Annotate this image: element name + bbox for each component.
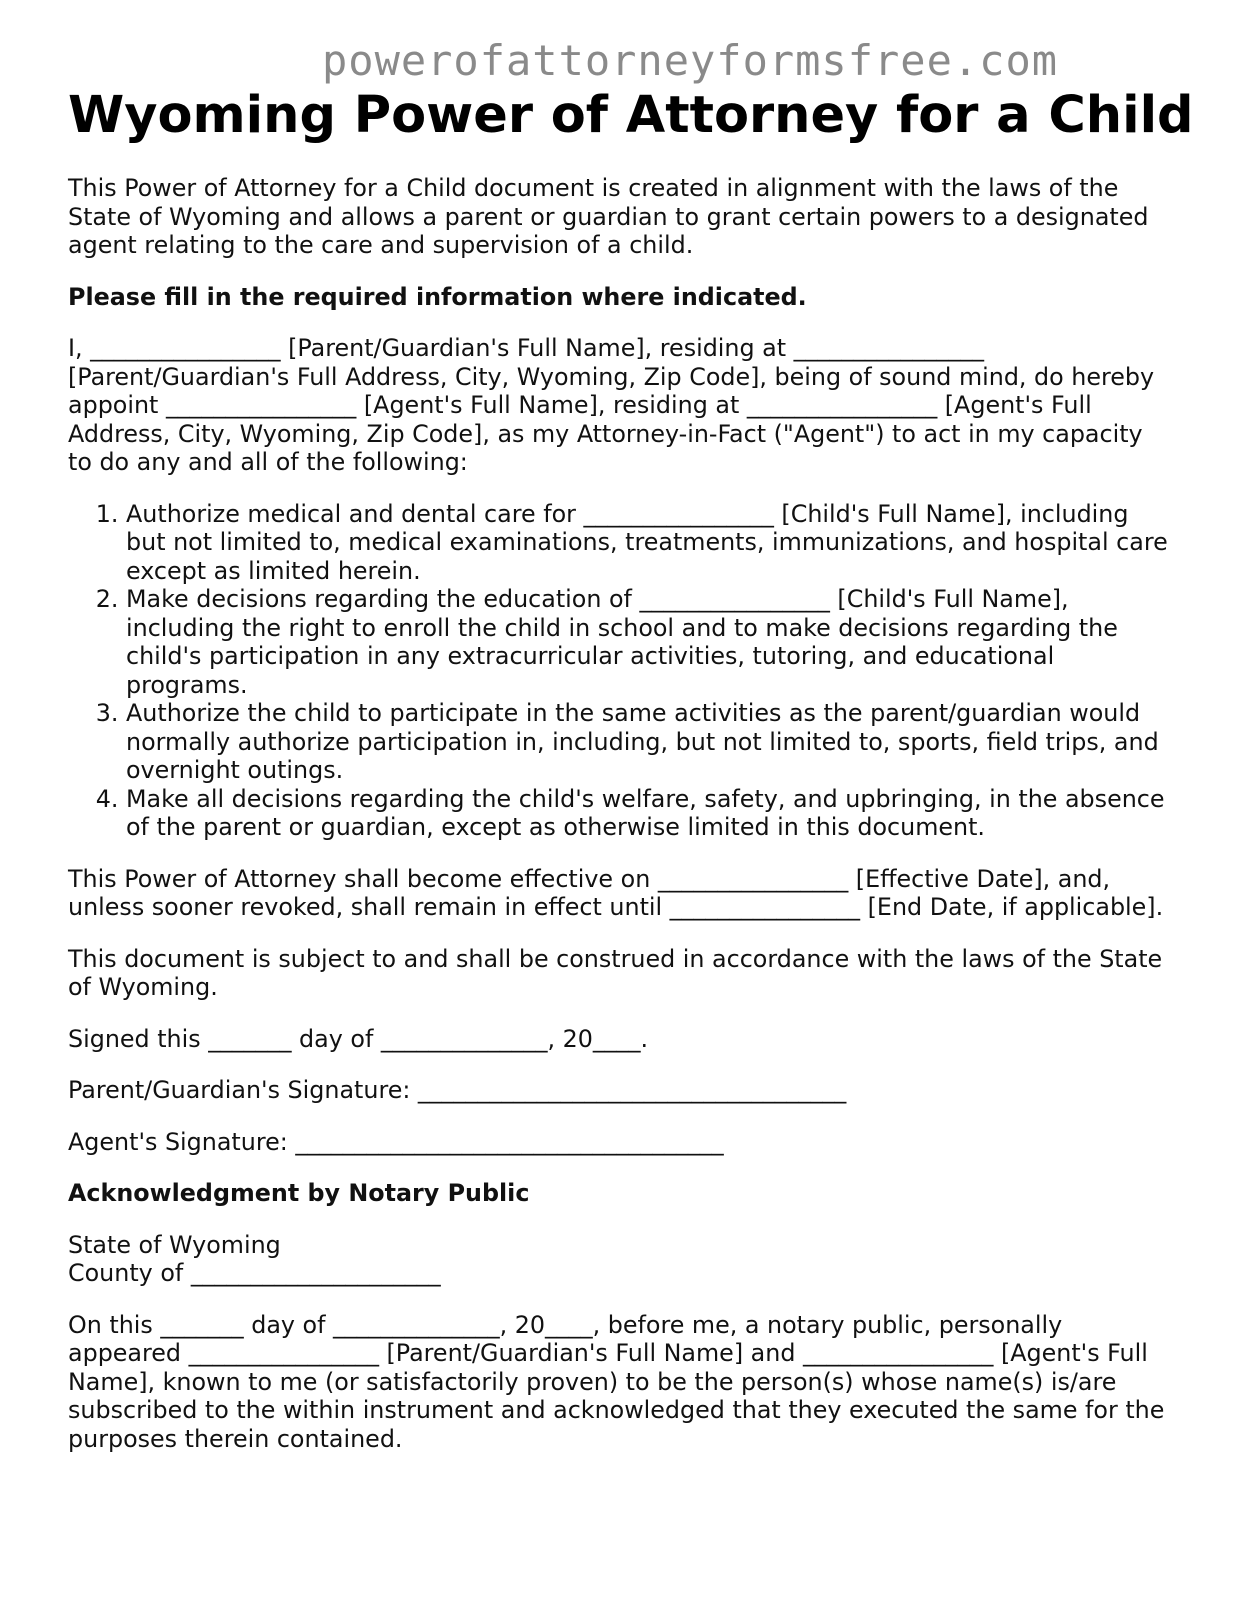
notary-acknowledgment-paragraph: On this _______ day of ______________, 20____, before me, a notary public, personally appeared ________________ [Parent/Guardian's Full Name] and ________________ [Agent's Full Name], known to me (or satisfactorily proven) to be the person(s) whose name(s) is/are subscribed to the within instrument and acknowledged that they executed the same for the purposes therein contained.: [68, 1310, 1165, 1453]
instruction-text: Please fill in the required information where indicated.: [68, 282, 807, 311]
notary-venue: [68, 1231, 1168, 1288]
power-item-medical: 1. Authorize medical and dental care for ________________ [Child's Full Name], including but not limited to, medical examinations, treatments, immunizations, and hospital care except as limited herein.: [126, 500, 1168, 586]
state-line: State of Wyoming: [68, 1230, 281, 1259]
document-title: Wyoming Power of Attorney for a Child: [68, 86, 1194, 145]
effective-date-paragraph: This Power of Attorney shall become effective on ________________ [Effective Date], and, unless sooner revoked, shall remain in effect until ________________ [End Date, if applicable].: [68, 864, 1164, 921]
notary-heading: Acknowledgment by Notary Public: [68, 1179, 530, 1207]
site-watermark: powerofattorneyformsfree.com: [322, 36, 1059, 85]
governing-law-paragraph: This document is subject to and shall be construed in accordance with the laws of the State of Wyoming.: [68, 944, 1163, 1001]
agent-signature-line: Agent's Signature: ____________________________________: [68, 1127, 724, 1156]
document-page: [68, 86, 1194, 1476]
powers-list: [68, 500, 1168, 842]
power-item-activities: 3. Authorize the child to participate in the same activities as the parent/guardian would normally authorize participation in, including, but not limited to, sports, field trips, and overnight outings.: [126, 699, 1168, 785]
power-item-education: 2. Make decisions regarding the education of ________________ [Child's Full Name], including the right to enroll the child in school and to make decisions regarding the child's participation in any extracurricular activities, tutoring, and educational programs.: [126, 585, 1168, 699]
signed-date-line: Signed this _______ day of ______________, 20____.: [68, 1024, 649, 1053]
power-item-welfare: 4. Make all decisions regarding the child's welfare, safety, and upbringing, in the absence of the parent or guardian, except as otherwise limited in this document.: [126, 785, 1168, 842]
appointment-paragraph: I, ________________ [Parent/Guardian's Full Name], residing at ________________ [Parent/Guardian's Full Address, City, Wyoming, Zip Code], being of sound mind, do hereby appoint ________________ [Agent's Full Name], residing at ________________ [Agent's Full Address, City, Wyoming, Zip Code], as my Attorney-in-Fact ("Agent") to act in my capacity to do any and all of the following:: [68, 334, 1155, 476]
intro-paragraph: This Power of Attorney for a Child document is created in alignment with the laws of the State of Wyoming and allows a parent or guardian to grant certain powers to a designated agent relating to the care and supervision of a child.: [68, 174, 1149, 259]
parent-signature-line: Parent/Guardian's Signature: ____________________________________: [68, 1076, 847, 1104]
county-line: County of _____________________: [68, 1259, 441, 1287]
